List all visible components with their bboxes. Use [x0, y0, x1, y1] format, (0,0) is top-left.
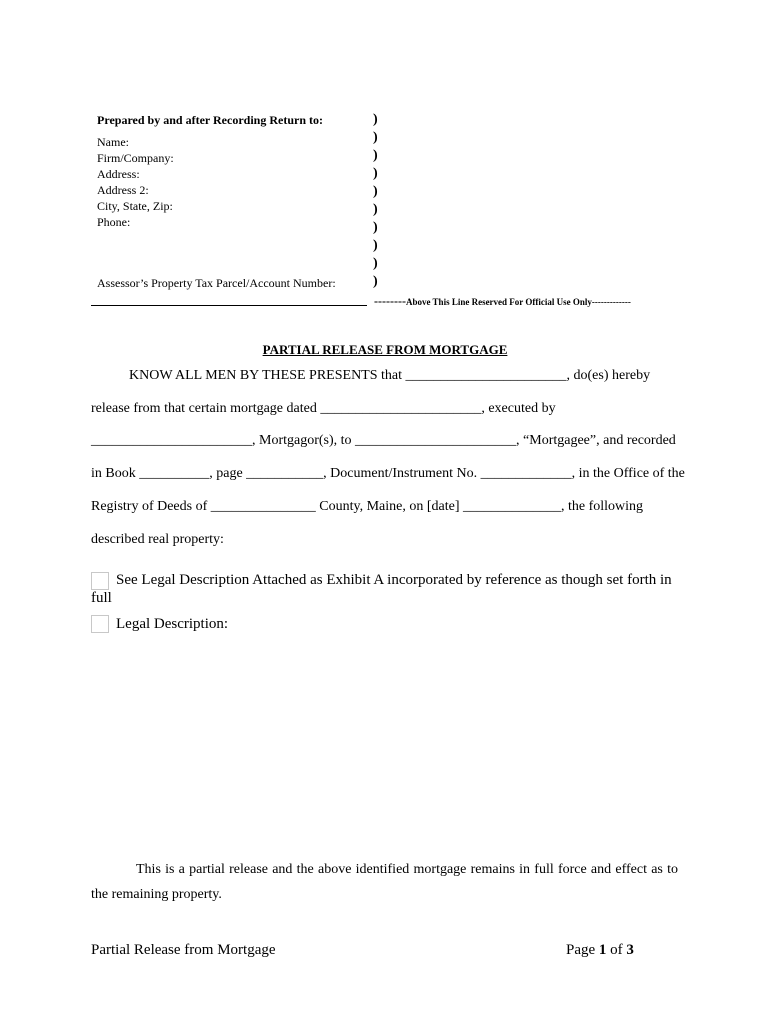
legal-description-label: Legal Description: — [116, 616, 229, 632]
body-line-5: Registry of Deeds of _______________ County, Maine, on [date] ______________, the following — [91, 499, 644, 514]
body-line-3: _______________________, Mortgagor(s), to _______________________, “Mortgagee”, and recorded — [91, 433, 676, 448]
city-state-zip-label: City, State, Zip: — [97, 199, 173, 213]
page-indicator: Page 1 of 3 — [566, 942, 634, 958]
official-use-notice: --------Above This Line Reserved For Official Use Only------------- — [374, 294, 631, 308]
document-title: PARTIAL RELEASE FROM MORTGAGE — [262, 342, 508, 357]
body-line-1: KNOW ALL MEN BY THESE PRESENTS that _______________________, do(es) hereby — [129, 368, 651, 383]
current-page-number: 1 — [598, 942, 607, 958]
total-pages-number: 3 — [626, 942, 634, 958]
footer-document-name: Partial Release from Mortgage — [91, 942, 276, 958]
bracket-mark: ) — [373, 256, 378, 271]
bracket-mark: ) — [373, 166, 378, 181]
bracket-mark: ) — [373, 112, 378, 127]
address-label: Address: — [97, 167, 140, 181]
bracket-mark: ) — [373, 220, 378, 235]
bracket-mark: ) — [373, 274, 378, 289]
firm-label: Firm/Company: — [97, 151, 174, 165]
bracket-mark: ) — [373, 130, 378, 145]
body-line-4: in Book __________, page ___________, Document/Instrument No. _____________, in the Office of the — [91, 466, 685, 481]
phone-label: Phone: — [97, 215, 131, 229]
bracket-mark: ) — [373, 148, 378, 163]
parcel-number-label: Assessor’s Property Tax Parcel/Account Number: — [97, 276, 336, 290]
bracket-mark: ) — [373, 184, 378, 199]
closing-paragraph: This is a partial release and the above identified mortgage remains in full force and effect as to the remaining property. — [91, 862, 678, 902]
parcel-number-line — [91, 305, 367, 306]
exhibit-a-label: See Legal Description Attached as Exhibit A incorporated by reference as though set forth in — [116, 572, 672, 588]
address2-label: Address 2: — [97, 183, 149, 197]
bracket-mark: ) — [373, 202, 378, 217]
bracket-mark: ) — [373, 238, 378, 253]
exhibit-a-checkbox[interactable] — [91, 572, 109, 590]
body-line-2: release from that certain mortgage dated _______________________, executed by — [91, 401, 556, 416]
legal-description-checkbox[interactable] — [91, 615, 109, 633]
return-to-heading: Prepared by and after Recording Return to: — [97, 113, 323, 127]
name-label: Name: — [97, 135, 129, 149]
body-line-6: described real property: — [91, 532, 224, 547]
exhibit-a-label-continued: full — [91, 590, 112, 606]
